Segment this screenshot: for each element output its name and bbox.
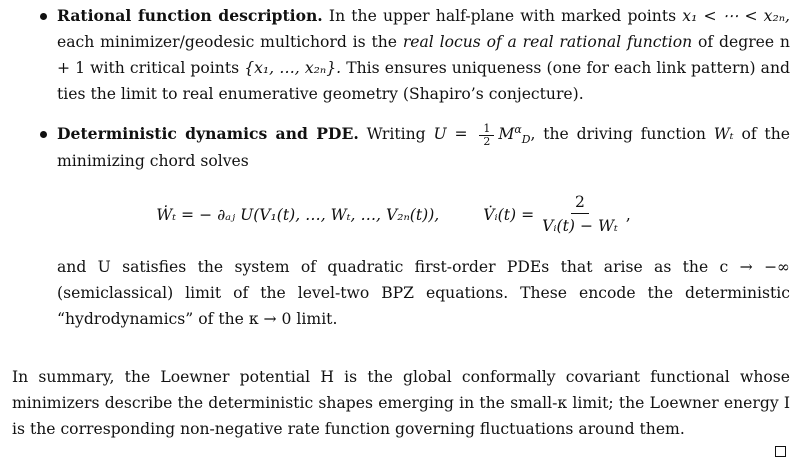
- summary-paragraph: In summary, the Loewner potential H is the global conformally covariant functional whose minimizers describe the deterministic shapes emerging in the small-κ limit; the Loewner energy I is the corresponding non-negative rate function governing fluctuations around them.: [12, 367, 790, 438]
- math-inline: Wₜ: [713, 125, 734, 143]
- bullet-lead: Deterministic dynamics and PDE.: [57, 124, 359, 143]
- bullet-lead: Rational function description.: [57, 6, 323, 25]
- bullet-text-after-equation: and U satisfies the system of quadratic first-order PDEs that arise as the c → −∞ (semiclassical) limit of the level-two BPZ equations. These encode the deterministic “hydrodynamics” of the κ → 0 limit.: [57, 257, 790, 328]
- equation-fraction: [538, 191, 622, 238]
- document-body: [12, 3, 790, 442]
- bullet-deterministic-dynamics: [12, 121, 790, 332]
- bullet-dot: [40, 13, 47, 20]
- equation-left: Ẇₜ = − ∂ₐⱼ U(V₁(t), …, Wₜ, …, V₂ₙ(t)),: [156, 205, 440, 224]
- math-sup: α: [514, 122, 522, 136]
- fraction-denominator: Vᵢ(t) − Wₜ: [542, 217, 618, 235]
- bullet-text: each minimizer/geodesic multichord is the: [57, 33, 398, 51]
- equation-tail: ,: [625, 205, 631, 224]
- math-inline: U =: [433, 125, 476, 143]
- bullet-text: Writing: [366, 125, 426, 143]
- math-inline: {x₁, …, x₂ₙ}.: [244, 59, 342, 77]
- emphasis-text: real locus of a real rational function: [402, 33, 693, 51]
- math-inline: M: [498, 125, 515, 143]
- bullet-text: of the minimizing chord solves: [57, 125, 790, 170]
- bullet-dot: [40, 131, 47, 138]
- bullet-text: In the upper half-plane with marked points: [328, 7, 677, 25]
- bullet-text: , the driving function: [530, 125, 706, 143]
- fraction-half: $\frac{1}{2}$: [479, 123, 494, 148]
- bullet-text: of degree n + 1 with critical points: [57, 33, 790, 77]
- bullet-text: This ensures uniqueness (one for each link pattern) and ties the limit to real enumerative geometry (Shapiro’s conjecture).: [57, 59, 791, 103]
- equation-right-lhs: V̇ᵢ(t) =: [483, 205, 535, 224]
- bullet-rational-function: [12, 3, 790, 107]
- math-sub: D: [521, 133, 531, 147]
- qed-square-icon: [775, 446, 786, 457]
- math-inline: x₁ < ⋯ < x₂ₙ,: [682, 7, 790, 25]
- display-equation: [57, 182, 790, 248]
- fraction-numerator: 2: [571, 191, 589, 214]
